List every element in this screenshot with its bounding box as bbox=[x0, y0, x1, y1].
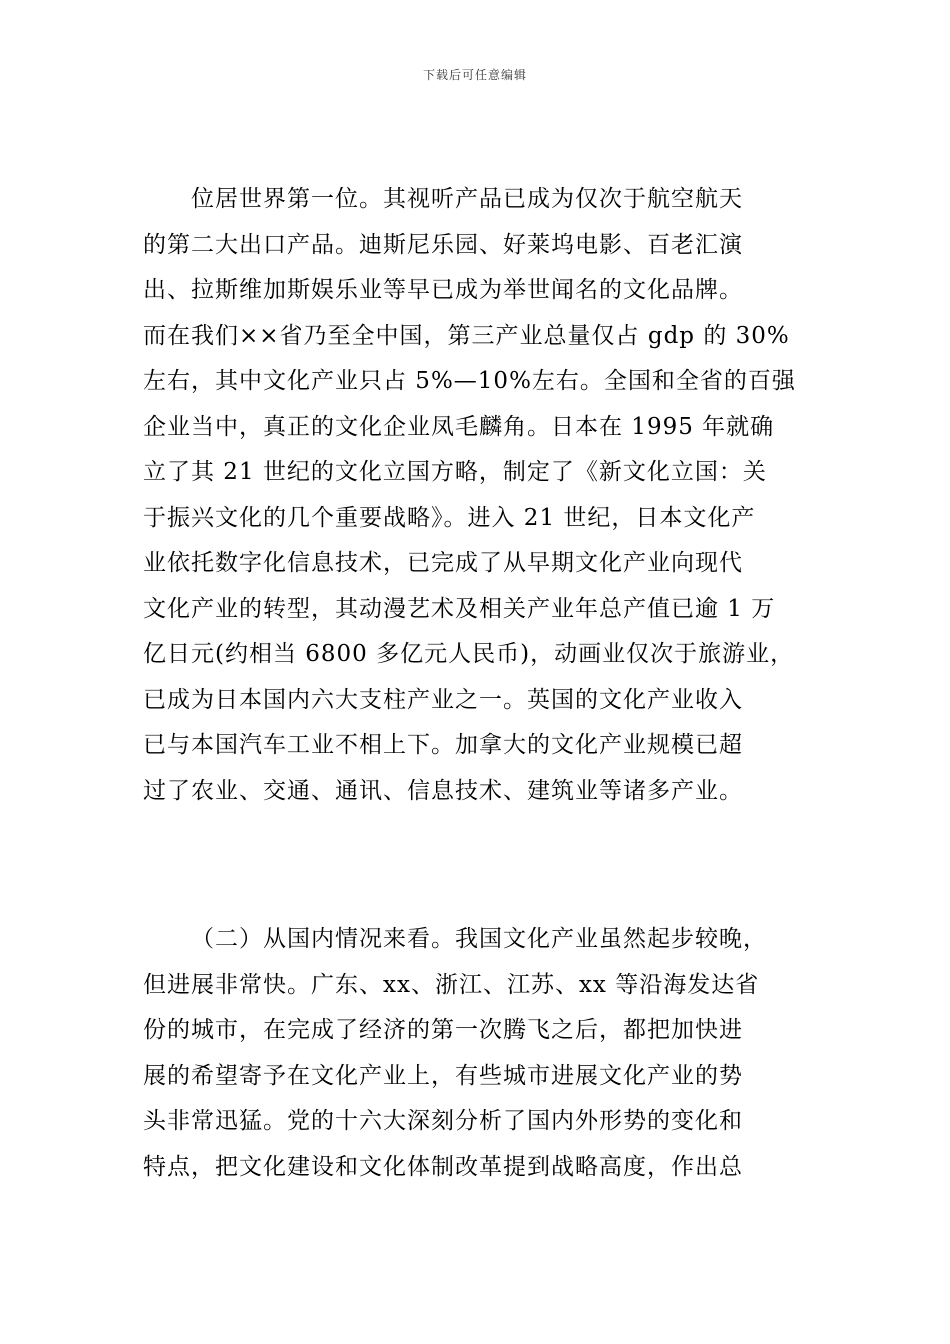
paragraph-line: 特点，把文化建设和文化体制改革提到战略高度，作出总 bbox=[143, 1153, 743, 1180]
paragraph-line: 但进展非常快。广东、xx、浙江、江苏、xx 等沿海发达省 bbox=[143, 971, 760, 998]
paragraph-line: 于振兴文化的几个重要战略》。进入 21 世纪，日本文化产 bbox=[143, 504, 756, 531]
paragraph-line: 企业当中，真正的文化企业凤毛麟角。日本在 1995 年就确 bbox=[143, 413, 775, 440]
paragraph-line: 已成为日本国内六大支柱产业之一。英国的文化产业收入 bbox=[143, 686, 743, 713]
paragraph-line: 左右，其中文化产业只占 5%—10%左右。全国和全省的百强 bbox=[143, 368, 796, 394]
paragraph-1 bbox=[143, 177, 833, 814]
paragraph-line: 份的城市，在完成了经济的第一次腾飞之后，都把加快进 bbox=[143, 1017, 743, 1043]
paragraph-line: 过了农业、交通、通讯、信息技术、建筑业等诸多产业。 bbox=[143, 777, 743, 804]
paragraph-line: （二）从国内情况来看。我国文化产业虽然起步较晚， bbox=[191, 926, 767, 952]
paragraph-line: 位居世界第一位。其视听产品已成为仅次于航空航天 bbox=[191, 186, 743, 212]
paragraph-line: 文化产业的转型，其动漫艺术及相关产业年总产值已逾 1 万 bbox=[143, 595, 776, 622]
paragraph-line: 出、拉斯维加斯娱乐业等早已成为举世闻名的文化品牌。 bbox=[143, 277, 743, 303]
paragraph-line: 立了其 21 世纪的文化立国方略，制定了《新文化立国：关 bbox=[143, 459, 767, 485]
paragraph-line: 展的希望寄予在文化产业上，有些城市进展文化产业的势 bbox=[143, 1062, 743, 1089]
paragraph-line: 亿日元(约相当 6800 多亿元人民币)，动画业仅次于旅游业， bbox=[143, 641, 795, 667]
paragraph-line: 已与本国汽车工业不相上下。加拿大的文化产业规模已超 bbox=[143, 732, 743, 758]
paragraph-line: 而在我们××省乃至全中国，第三产业总量仅占 gdp 的 30% bbox=[143, 322, 790, 349]
paragraph-2 bbox=[143, 917, 833, 1190]
paragraph-line: 的第二大出口产品。迪斯尼乐园、好莱坞电影、百老汇演 bbox=[143, 231, 743, 258]
paragraph-line: 头非常迅猛。党的十六大深刻分析了国内外形势的变化和 bbox=[143, 1108, 743, 1134]
paragraph-line: 业依托数字化信息技术，已完成了从早期文化产业向现代 bbox=[143, 550, 743, 576]
page-header: 下载后可任意编辑 bbox=[422, 68, 527, 82]
